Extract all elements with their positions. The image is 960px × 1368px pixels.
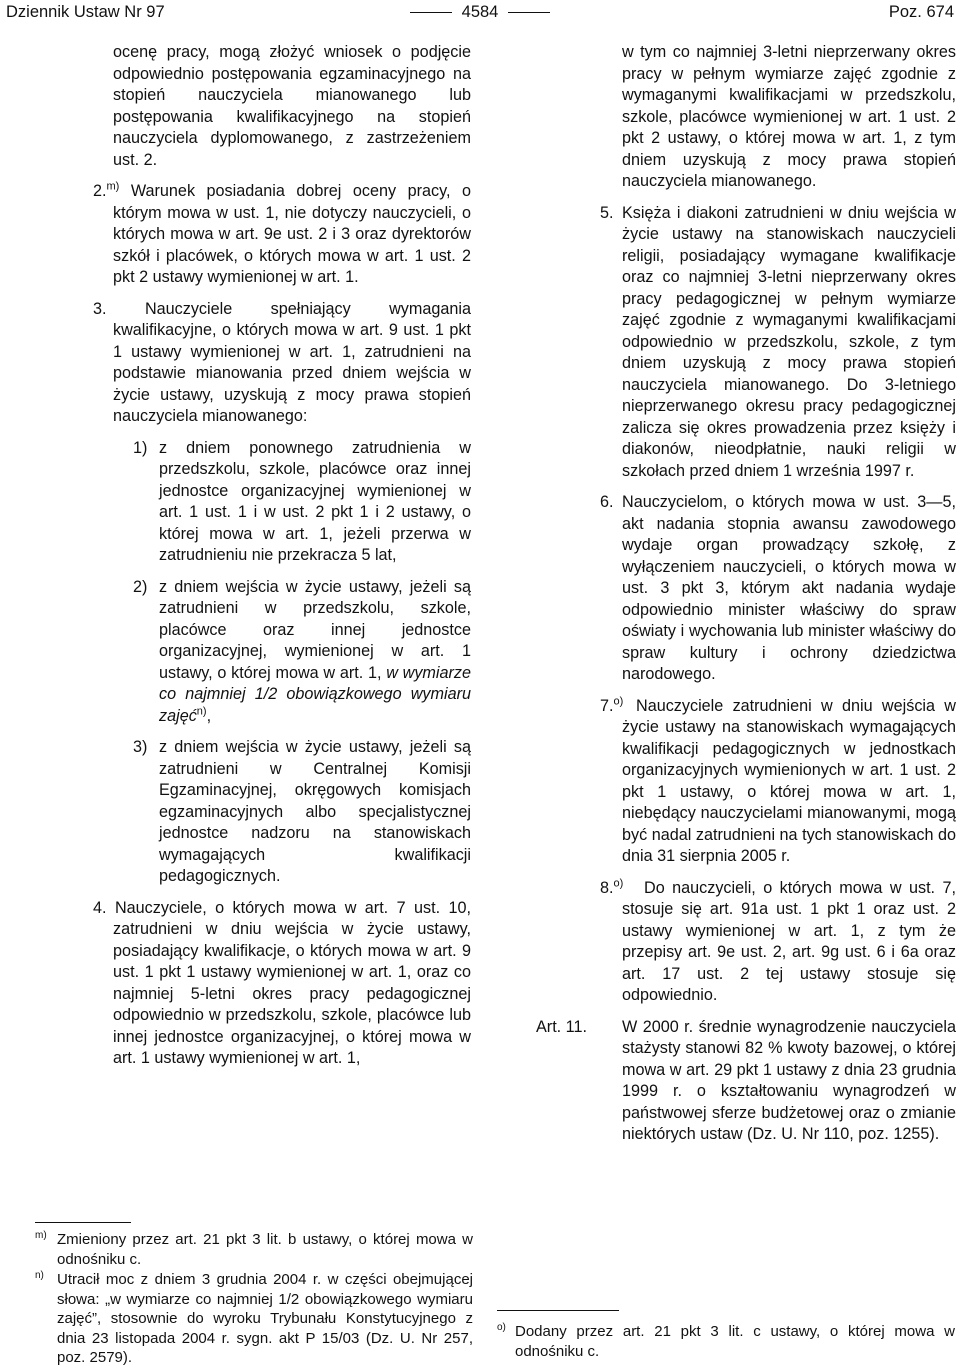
paragraph-7-text: Nauczyciele zatrudnieni w dniu wejścia w życie ustawy na stanowiskach wymagających kwalifikacji pedagogicznych w jednostkach organizacyjnych wymienionych w art. 1 ust. 2 pkt 1 ustawy, o której mowa w art. 1, niebędący nauczycielami mianowanymi, mogą być nadal zatrudnieni na tych stanowiskach do dnia 31 sierpnia 2005 r.: [622, 696, 956, 865]
paragraph-7: [536, 696, 956, 868]
footnote-ref-m[interactable]: m): [106, 180, 120, 193]
paragraph-8: [536, 878, 956, 1007]
point-3-3-text: z dniem wejścia w życie ustawy, jeżeli są zatrudnieni w Centralnej Komisji Egzaminacyjnej, okręgowych komisjach egzaminacyjnych albo specjalistycznej jednostce nadzoru na stanowiskach wymagających kwalifikacji pedagogicznych.: [159, 738, 471, 885]
page-header: [6, 0, 954, 28]
position-number: Poz. 674: [888, 3, 954, 21]
footnote-n-mark: n): [35, 1270, 44, 1281]
paragraph-3-number: 3.: [93, 299, 107, 318]
footnote-ref-n[interactable]: n): [196, 705, 207, 718]
paragraph-4-body: [93, 898, 472, 1070]
page-number-text: 4584: [461, 3, 499, 21]
left-column: [93, 42, 472, 1070]
article-11-text: W 2000 r. średnie wynagrodzenie nauczyciela stażysty stanowi 82 % kwoty bazowej, o której mowa w art. 29 pkt 1 ustawy z dnia 23 grudnia 1999 r. o kształtowaniu wynagrodzeń w państwowej sferze budżetowej oraz o zmianie niektórych ustaw (Dz. U. Nr 110, poz. 1255).: [622, 1017, 956, 1143]
paragraph-2-number: 2.: [93, 182, 107, 200]
footnote-n: [35, 1270, 473, 1368]
article-11: [536, 1017, 956, 1146]
footnote-o: [497, 1322, 955, 1361]
footnote-m-mark: m): [35, 1230, 47, 1241]
paragraph-2-body: [93, 180, 471, 289]
paragraph-5-number: 5.: [600, 203, 614, 222]
paragraph-3-body: [93, 299, 471, 428]
point-3-2-text: z dniem wejścia w życie ustawy, jeżeli są zatrudnieni w przedszkolu, szkole, placówce oraz innej jednostce organizacyjnej, wymienionej w art. 1 ustawy, o której mowa w art. 1,: [159, 577, 471, 682]
footnote-o-mark: o): [497, 1322, 506, 1333]
point-3-2-body: [159, 577, 471, 728]
paragraph-3-text: Nauczyciele spełniający wymagania kwalifikacyjne, o których mowa w art. 9 ust. 1 pkt 1 ustawy wymienionej w art. 1, zatrudnieni na podstawie mianowania przed dniem wejścia w życie ustawy, uzyskują z mocy prawa stopień nauczyciela mianowanego:: [113, 299, 471, 425]
point-3-2-italic: w wymiarze co najmniej 1/2 obowiązkowego wymiaru zajęć: [159, 663, 472, 725]
footnote-rule-right: [497, 1310, 619, 1311]
paragraph-5-text: Księża i diakoni zatrudnieni w dniu wejścia w życie ustawy na stanowiskach nauczycieli religii, posiadający wymagane kwalifikacje oraz co najmniej 3-letni nieprzerwany okres pracy pedagogicznej w pełnym wymiarze zajęć zgodnie z wymaganymi kwalifikacjami odpowiednio w przedszkolu, szkole, z tym dniem uzyskują z mocy prawa stopień nauczyciela mianowanego. Do 3-letniego nieprzerwanego okresu pracy pedagogicznej zalicza się okres prowadzenia przez księży i diakonów, nieodpłatnie, nauki religii w szkołach przed dniem 1 września 1997 r.: [622, 203, 956, 480]
point-3-2-end: ,: [206, 706, 212, 725]
point-3-3-number: 3): [133, 738, 148, 756]
paragraph-6: [536, 492, 956, 686]
paragraph-6-text: Nauczycielom, o których mowa w ust. 3—5, akt nadania stopnia awansu zawodowego wydaje organ prowadzący szkołę, z wyłączeniem nauczycieli, o których mowa w ust. 3 pkt 3, którym akt nadania wydaje odpowiednio minister właściwy do spraw oświaty i wychowania lub minister właściwy do spraw kultury i ochrony dziedzictwa narodowego.: [622, 493, 956, 683]
page-number: [6, 0, 954, 24]
footnote-ref-o-7[interactable]: o): [613, 695, 624, 708]
footnote-m-text: Zmieniony przez art. 21 pkt 3 lit. b ustawy, o której mowa w odnośniku c.: [57, 1231, 473, 1268]
paragraph-5: [536, 203, 956, 483]
paragraph-8-number: 8.: [600, 878, 614, 897]
left-continuation: ocenę pracy, mogą złożyć wniosek o podjęcie odpowiednio postępowania egzaminacyjnego na stopień nauczyciela mianowanego lub postępowania kwalifikacyjnego na stopień nauczyciela dyplomowanego, z zastrzeżeniem ust. 2.: [113, 43, 471, 169]
article-11-number: Art. 11.: [536, 1017, 587, 1036]
paragraph-4: [93, 898, 472, 1070]
footnote-n-text: Utracił moc z dniem 3 grudnia 2004 r. w części obejmującej słowa: „w wymiarze co najmniej 1/2 obowiązkowego wymiaru zajęć”, stosownie do wyroku Trybunału Konstytucyjnego z dnia 23 listopada 2004 r. sygn. akt P 15/03 (Dz. U. Nr 257, poz. 2579).: [57, 1271, 473, 1366]
paragraph-8-text: Do nauczycieli, o których mowa w ust. 7, stosuje się art. 91a ust. 1 pkt 1 oraz ust. 2 ustawy wymienionej w art. 1, z tym że przepisy art. 9e ust. 2, art. 9g ust. 6 i 6a oraz art. 17 ust. 2 tej ustawy stosuje się odpowiednio.: [622, 878, 956, 1004]
paragraph-6-number: 6.: [600, 493, 614, 511]
paragraph-8-number-wrap: [600, 878, 623, 900]
point-3-2: [113, 577, 471, 728]
point-3-1-number: 1): [133, 438, 148, 457]
point-3-3: [113, 737, 471, 888]
point-3-2-number: 2): [133, 577, 148, 596]
paragraph-7-number-wrap: [600, 696, 623, 718]
right-continuation: w tym co najmniej 3-letni nieprzerwany okres pracy w pełnym wymiarze zajęć zgodnie z wymaganymi kwalifikacjami w przedszkolu, szkole, placówce wymienionej w art. 1 ust. 2 pkt 2 ustawy, o której mowa w art. 1, z tym dniem uzyskują z mocy prawa stopień nauczyciela mianowanego.: [622, 43, 956, 190]
footnote-ref-o-8[interactable]: o): [613, 877, 624, 890]
right-column: [536, 42, 956, 1146]
point-3-1-text: z dniem ponownego zatrudnienia w przedszkolu, szkole, placówce oraz innej jednostce organizacyjnej wymienionej w art. 1 ust. 1 i w ust. 2 pkt 1 i 2 ustawy, o której mowa w art. 1, jeżeli przerwa w zatrudnieniu nie przekracza 5 lat,: [159, 438, 471, 564]
paragraph-2: [93, 180, 471, 289]
paragraph-3: [93, 299, 471, 428]
paragraph-2-text: Warunek posiadania dobrej oceny pracy, o którym mowa w ust. 1, nie dotyczy nauczycieli, o których mowa w art. 9e ust. 2 i 3 oraz dyrektorów szkół i placówek, o których mowa w art. 1 ust. 2 pkt 2 ustawy wymienionej w art. 1.: [113, 182, 471, 286]
dash-right: [508, 12, 550, 13]
footnote-o-text: Dodany przez art. 21 pkt 3 lit. c ustawy, o której mowa w odnośniku c.: [515, 1323, 955, 1360]
paragraph-7-number: 7.: [600, 696, 614, 715]
paragraph-4-text: Nauczyciele, o których mowa w art. 7 ust. 10, zatrudnieni w dniu wejścia w życie ustawy, posiadający kwalifikacje, o których mowa w art. 9 ust. 1 pkt 1 ustawy wymienionej w art. 1, oraz co najmniej 5-letni okres pracy pedagogicznej odpowiednio w przedszkolu, szkole, placówce lub innej jednostce organizacyjnej, o której mowa w art. 1 ustawy wymienionej w art. 1,: [113, 898, 472, 1067]
dash-left: [410, 12, 452, 13]
footnote-rule-left: [35, 1222, 131, 1223]
journal-title: Dziennik Ustaw Nr 97: [6, 3, 165, 21]
point-3-1: [113, 438, 471, 567]
paragraph-4-number: 4.: [93, 898, 107, 917]
footnote-m: [35, 1230, 473, 1269]
